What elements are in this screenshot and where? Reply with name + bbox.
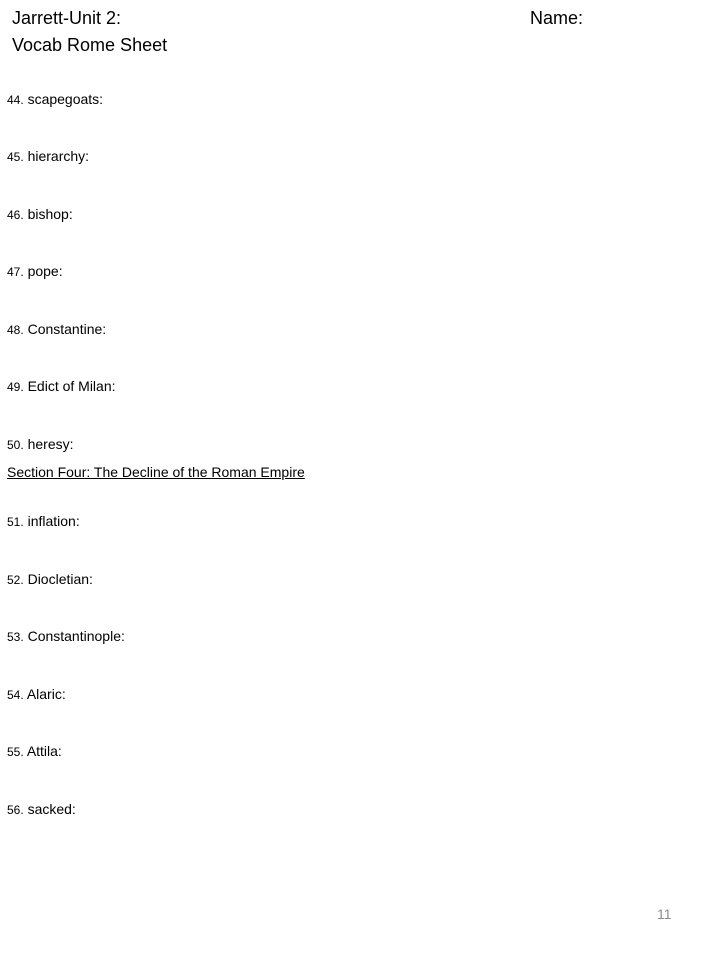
worksheet-title — [12, 5, 167, 59]
vocab-item-number: 54. — [7, 688, 24, 702]
vocab-item — [7, 435, 74, 454]
vocab-item — [7, 512, 80, 531]
vocab-item-number: 44. — [7, 93, 24, 107]
vocab-item-term: inflation: — [27, 513, 80, 529]
worksheet-title-line-1: Jarrett-Unit 2: — [12, 8, 122, 28]
section-heading: Section Four: The Decline of the Roman Empire — [7, 464, 305, 480]
vocab-item-number: 51. — [7, 515, 24, 529]
vocab-item — [7, 627, 125, 646]
vocab-item-number: 48. — [7, 323, 24, 337]
vocab-item — [7, 570, 93, 589]
vocab-item-number: 55. — [7, 745, 24, 759]
vocab-item — [7, 147, 89, 166]
vocab-item — [7, 205, 73, 224]
vocab-item-number: 47. — [7, 265, 24, 279]
vocab-item — [7, 262, 63, 281]
vocab-item-number: 45. — [7, 150, 24, 164]
vocab-item-term: hierarchy: — [27, 148, 90, 164]
vocab-item — [7, 800, 76, 819]
vocab-item-term: heresy: — [27, 436, 74, 452]
vocab-item-number: 56. — [7, 803, 24, 817]
vocab-item-term: Constantinople: — [27, 628, 125, 644]
name-label: Name: — [530, 8, 584, 28]
vocab-item-number: 52. — [7, 573, 24, 587]
vocab-item-term: bishop: — [27, 206, 73, 222]
vocab-item — [7, 90, 103, 109]
vocab-item-term: Edict of Milan: — [27, 378, 116, 394]
vocab-item-number: 50. — [7, 438, 24, 452]
vocab-item-number: 49. — [7, 380, 24, 394]
vocab-item-term: sacked: — [27, 801, 76, 817]
vocab-item — [7, 377, 116, 396]
vocab-item-term: Alaric: — [26, 686, 66, 702]
vocab-item-term: Attila: — [26, 743, 62, 759]
vocab-item-term: Constantine: — [27, 321, 107, 337]
vocab-item-number: 53. — [7, 630, 24, 644]
vocab-item — [7, 685, 66, 704]
vocab-item-term: pope: — [27, 263, 63, 279]
page-number: 11 — [657, 906, 672, 922]
vocab-item — [7, 320, 106, 339]
vocab-item-term: Diocletian: — [27, 571, 93, 587]
vocab-item-number: 46. — [7, 208, 24, 222]
vocab-item-term: scapegoats: — [27, 91, 104, 107]
worksheet-title-line-2: Vocab Rome Sheet — [12, 35, 168, 55]
vocab-item — [7, 742, 62, 761]
